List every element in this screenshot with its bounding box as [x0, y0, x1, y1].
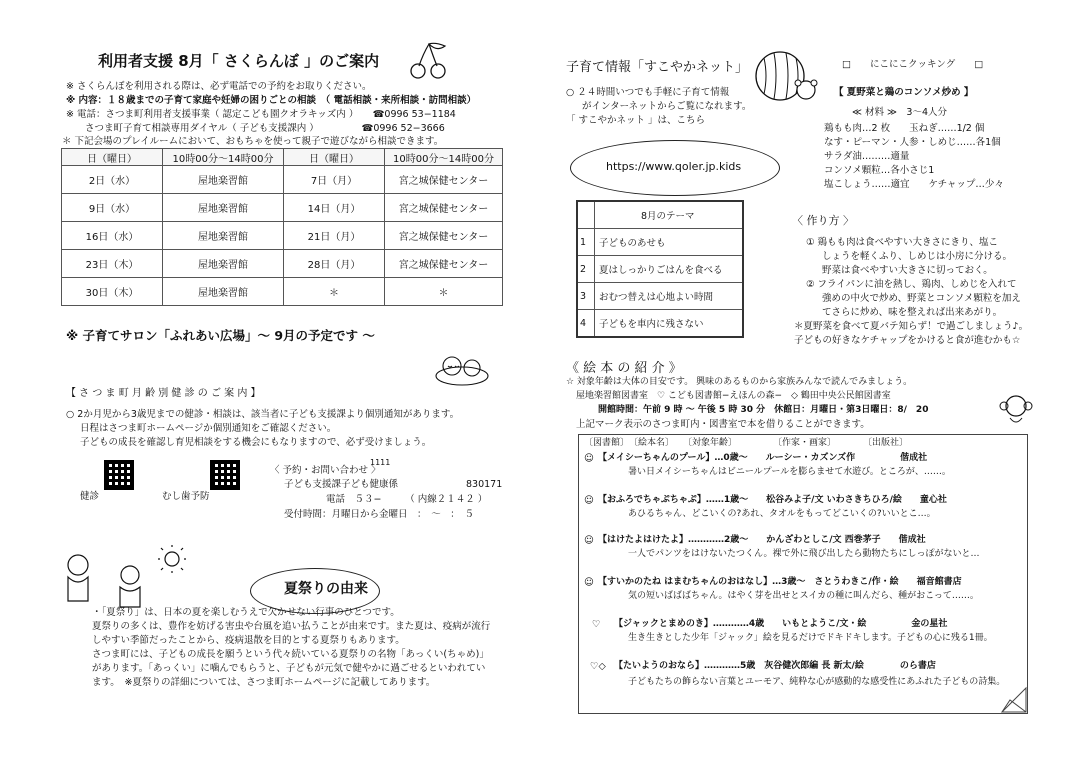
table-row [577, 229, 743, 256]
book-4-desc: 気の短いばばばちゃん。はやく芽を出せとスイカの種に叫んだら、種がおこって……。 [628, 591, 979, 601]
books-hours: 開館時間：午前 9 時 〜 午後 5 時 30 分 休館日：月曜日・第3日曜日：8/ 20 [598, 405, 929, 415]
number-1111: 1111 [370, 458, 391, 467]
sakuranbo-title: 利用者支援 8月「 さくらんぼ 」のご案内 [98, 52, 380, 70]
note-2: ※ 内容：１８歳までの子育て家庭や妊婦の困りごとの相談 （ 電話相談・来所相談・訪問相談） [66, 95, 477, 106]
number-830171: 830171 [466, 479, 503, 490]
ingredient-3: サラダ油………適量 [824, 151, 910, 162]
book-4-title: 【すいかのたね はまむちゃんのおはなし】…3歳〜 さとうわきこ/作・絵 福音館書店 [598, 577, 962, 587]
book-2-desc: あひるちゃん、どこいくの?あれ、タオルをもってどこいくの?いいとこ…。 [628, 509, 936, 519]
cherry-icon [405, 40, 453, 80]
book-1-title: 【メイシーちゃんのプール】…0歳〜 ルーシー・カズンズ作 偕成社 [598, 453, 928, 463]
method-2: しょうを軽くふり、しめじは小房に分ける。 [822, 251, 1013, 262]
sukoyaka-title: 子育て情報「すこやかネット」 [566, 60, 749, 75]
contact-line-1: 〈 予約・お問い合わせ 〉 [270, 465, 381, 476]
monkey-icon [996, 388, 1036, 428]
checkup-qr-code[interactable] [104, 460, 134, 490]
cell: 21日（月） [284, 222, 385, 250]
checkup-line-1: ○ 2か月児から3歳児までの健診・相談は、該当者に子ども支援課より個別通知があります。 [66, 409, 460, 420]
table-row [62, 250, 503, 278]
book-3-title: 【はけたよはけたよ】…………2歳〜 かんざわとしこ/文 西巻茅子 偕成社 [598, 535, 926, 545]
sukoyaka-url[interactable]: https://www.qoler.jp.kids [606, 160, 742, 173]
book-3-mark: ☺ [584, 535, 594, 546]
checkup-line-3: 子どもの成長を確認し育児相談をする機会にもなりますので、必ず受けましょう。 [80, 437, 432, 448]
cell: 屋地楽習館 [163, 278, 284, 306]
method-8: 子どもの好きなケチャップをかけると食が進むかも☆ [794, 335, 1021, 346]
ingredient-5: 塩こしょう……適宜 ケチャップ…少々 [824, 179, 1004, 190]
book-6-desc: 子どもたちの飾らない言葉とユーモア、純粋な心が感動的な感受性にあふれた子どもの詩集。 [628, 677, 1006, 687]
book-1-mark: ☺ [584, 453, 594, 464]
cell: 夏はしっかりごはんを食べる [595, 256, 744, 283]
cell: 4 [577, 310, 595, 338]
cell: 宮之城保健センター [385, 222, 503, 250]
summer-line-2: 夏祭りの多くは、豊作を妨げる害虫や台風を追い払うことが由来です。また夏は、疫病が流行 [92, 621, 491, 632]
method-5: 強めの中火で炒め、野菜とコンソメ顆粒を加え [822, 293, 1021, 304]
ingredient-4: コンソメ顆粒…各小さじ1 [824, 165, 935, 176]
summer-line-5: があります。「あっくい」に噛んでもらうと、子どもが元気で健やかに過ごせるといわれてい [92, 663, 486, 674]
note-4: さつま町子育て相談専用ダイヤル（ 子ども支援課内 ） ☎0996 52−3666 [66, 123, 445, 134]
cell: 屋地楽習館 [163, 250, 284, 278]
net-line-1: ○ ２４時間いつでも手軽に子育て情報 [566, 87, 730, 98]
book-6-title: 【たいようのおなら】…………5歳 灰谷健次郎編 長 新太/絵 のら書店 [614, 661, 936, 671]
cell: 3 [577, 283, 595, 310]
summer-line-6: ます。 ※夏祭りの詳細については、さつま町ホームページに記載してあります。 [92, 677, 436, 688]
contact-hours: 受付時間：月曜日から金曜日 ： 〜 ： ５ [284, 509, 475, 520]
book-5-mark: ♡ [592, 619, 601, 630]
cell: 屋地楽習館 [163, 166, 284, 194]
book-5-desc: 生き生きとした少年「ジャック」絵を見るだけでドキドキします。子どもの心に残る1冊。 [628, 633, 993, 643]
cooking-label: □ にこにこクッキング □ [842, 59, 984, 70]
note-3: ※ 電話：さつま町利用者支援事業（ 認定こども園クオラキッズ内 ） ☎0996 53−1184 [66, 109, 456, 120]
contact-phone: 電話 ５３− （ 内線２１４２ ） [326, 494, 488, 505]
cell: 宮之城保健センター [385, 166, 503, 194]
summer-line-3: しやすい季節だったことから、疫病退散を目的とする夏祭りもあります。 [92, 635, 405, 646]
theme-table [576, 200, 744, 338]
book-2-title: 【おふろでちゃぷちゃぷ】……1歳〜 松谷みよ子/文 いわさきちひろ/絵 童心社 [598, 495, 947, 505]
book-5-title: 【ジャックとまめのき】…………4歳 いもとようこ/文・絵 金の星社 [614, 619, 948, 629]
cell: おむつ替えは心地よい時間 [595, 283, 744, 310]
schedule-table [61, 148, 503, 306]
method-7: ＊夏野菜を食べて夏バテ知らず！で過ごしましょう♪。 [794, 321, 1029, 332]
book-1-desc: 暑い日メイシーちゃんはビニールプールを膨らませて水遊び。ところが、……。 [628, 467, 951, 477]
theme-header-row [577, 201, 743, 229]
method-4: ② フライパンに油を熱し、鶏肉、しめじを入れて [806, 279, 1017, 290]
method-title: 〈 作り方 〉 [792, 214, 854, 227]
table-row [62, 278, 503, 306]
cell: 子どもを車内に残さない [595, 310, 744, 338]
note-1: ※ さくらんぼを利用される際は、必ず電話での予約をお取りください。 [66, 81, 372, 92]
col-date-2: 日（曜日） [284, 149, 385, 166]
book-3-desc: 一人でパンツをはけないたつくん。裸で外に飛び出したら動物たちにしっぽがないと… [628, 549, 980, 559]
contact-line-2: 子ども支援課子ども健康係 [284, 479, 399, 490]
qr-label-checkup: 健診 [80, 491, 100, 502]
summer-title: 夏祭りの由来 [284, 581, 368, 597]
cell: ＊ [284, 278, 385, 306]
ingredients-title: ≪ 材料 ≫ 3〜4人分 [852, 107, 948, 118]
watermelon-animals-icon [752, 46, 818, 106]
method-6: てさらに炒め、味を整えれば出来あがり。 [822, 307, 1003, 318]
table-row [577, 310, 743, 338]
table-row [62, 166, 503, 194]
book-4-mark: ☺ [584, 577, 594, 588]
cell: 16日（水） [62, 222, 163, 250]
book-2-mark: ☺ [584, 495, 594, 506]
cell: 2日（水） [62, 166, 163, 194]
col-time-1: 10時00分〜14時00分 [163, 149, 284, 166]
cell: 7日（月） [284, 166, 385, 194]
table-row [62, 194, 503, 222]
checkup-line-2: 日程はさつま町ホームページか個別通知をご確認ください。 [80, 423, 337, 434]
table-row [577, 283, 743, 310]
cell: ＊ [385, 278, 503, 306]
cell: 30日（木） [62, 278, 163, 306]
cell: 宮之城保健センター [385, 194, 503, 222]
cell: 23日（木） [62, 250, 163, 278]
checkup-title: 【 さ つ ま 町 月 齢 別 健 診 の ご 案 内 】 [66, 388, 261, 399]
sleeping-baby-icon [432, 352, 492, 386]
cell [577, 201, 595, 229]
books-libraries: 屋地楽習館図書室 ♡ こども図書館−えほんの森− ◇ 鶴田中央公民館図書室 [576, 391, 891, 401]
ingredient-2: なす・ピーマン・人参・しめじ……各1個 [824, 137, 1001, 148]
books-note: ☆ 対象年齢は大体の目安です。 興味のあるものから家族みんなで読んでみましょう。 [566, 377, 913, 387]
col-date-1: 日（曜日） [62, 149, 163, 166]
dental-qr-code[interactable] [210, 460, 240, 490]
table-row [577, 256, 743, 283]
salon-heading: ※ 子育てサロン「ふれあい広場」〜 9月の予定です 〜 [66, 328, 375, 343]
schedule-header-row [62, 149, 503, 166]
net-line-3: 「 すこやかネット 」は、こちら [566, 115, 706, 126]
cell: 屋地楽習館 [163, 222, 284, 250]
cell: 28日（月） [284, 250, 385, 278]
books-columns: 〔図書館〕 〔絵本名〕 〔対象年齢〕 〔作家・画家〕 〔出版社〕 [584, 438, 909, 448]
summer-line-1: ・「夏祭り」は、日本の夏を楽しむうえで欠かせない行事のひとつです。 [92, 607, 400, 618]
books-hint: 上記マーク表示のさつま町内・図書室で本を借りることができます。 [576, 419, 870, 430]
net-line-2: がインターネットからご覧になれます。 [582, 101, 752, 112]
cell: 宮之城保健センター [385, 250, 503, 278]
method-3: 野菜は食べやすい大きさに切っておく。 [822, 265, 993, 276]
note-5: ＊ 下記会場のプレイルームにおいて、おもちゃを使って親子で遊びながら相談できます。 [62, 136, 444, 147]
cell: 2 [577, 256, 595, 283]
col-time-2: 10時00分〜14時00分 [385, 149, 503, 166]
theme-header: 8月のテーマ [595, 201, 744, 229]
table-row [62, 222, 503, 250]
books-title: 《 絵 本 の 紹 介 》 [566, 361, 682, 376]
book-6-mark: ♡◇ [590, 661, 606, 672]
cell: 屋地楽習館 [163, 194, 284, 222]
ingredient-1: 鶏もも肉…2 枚 玉ねぎ……1/2 個 [824, 123, 985, 134]
qr-label-dental: むし歯予防 [162, 491, 210, 502]
dish-title: 【 夏野菜と鶏のコンソメ炒め 】 [834, 87, 974, 98]
cell: 1 [577, 229, 595, 256]
summer-line-4: さつま町には、子どもの成長を願うという代々続いている夏祭りの名物「あっくい(ちゃめ)」 [92, 649, 489, 660]
page-curl-icon [1000, 686, 1028, 714]
method-1: ① 鶏もも肉は食べやすい大きさにきり、塩こ [806, 237, 999, 248]
cell: 14日（月） [284, 194, 385, 222]
children-festival-illustration [60, 545, 190, 611]
cell: 子どものあせも [595, 229, 744, 256]
cell: 9日（水） [62, 194, 163, 222]
